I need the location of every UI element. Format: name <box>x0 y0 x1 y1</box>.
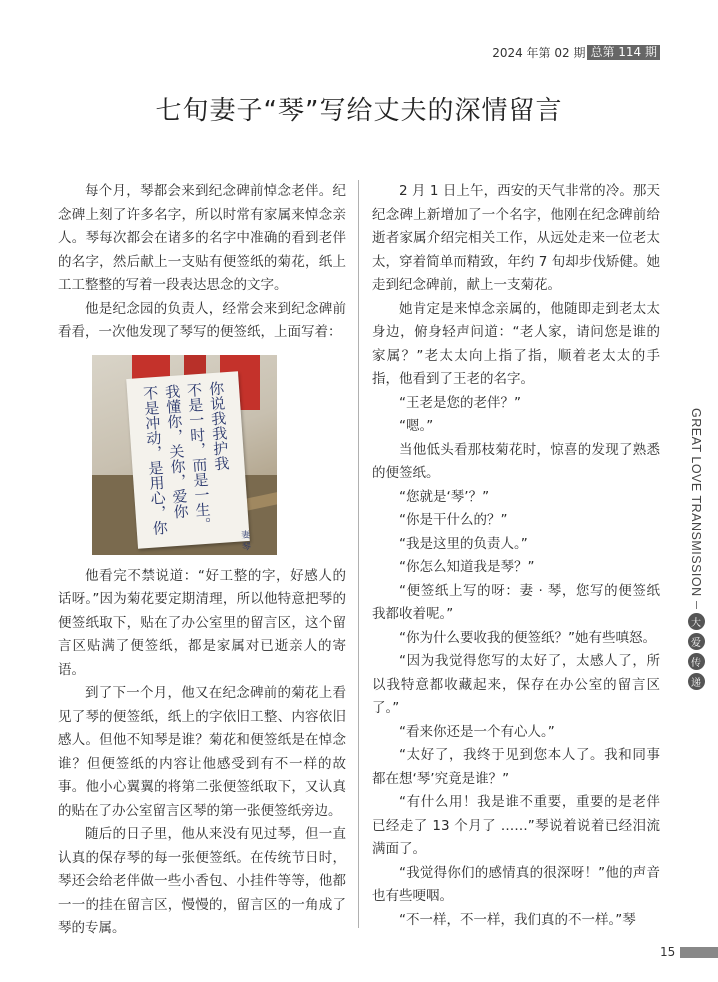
section-chinese-label <box>688 613 705 690</box>
page-number-bar <box>680 947 718 958</box>
paragraph: “看来你还是一个有心人。” <box>399 723 555 740</box>
paragraph: “有什么用！我是谁不重要，重要的是老伴已经走了 13 个月了 ……”琴说着说着已经泪流满面了。 <box>372 794 660 857</box>
sticky-note-photo <box>92 355 277 555</box>
column-divider <box>358 180 359 928</box>
sticky-note <box>126 371 250 548</box>
section-char: 爱 <box>688 633 705 650</box>
note-line: 不是冲动，是用心，你 <box>140 384 170 536</box>
total-issue-badge: 总第 114 期 <box>587 45 660 60</box>
paragraph: 他看完不禁说道：“好工整的字，好感人的话呀。”因为菊花要定期清理，所以他特意把琴的便签纸取下，贴在了办公室里的留言区，这个留言区贴满了便签纸，都是家属对已逝亲人的寄语。 <box>58 567 346 678</box>
paragraph: “我是这里的负责人。” <box>399 535 528 552</box>
paragraph: “您就是‘琴’？” <box>399 488 490 505</box>
paragraph: “不一样，不一样，我们真的不一样。”琴 <box>399 911 636 928</box>
issue-header <box>492 44 660 61</box>
paragraph: 他是纪念园的负责人，经常会来到纪念碑前看看，一次他发现了琴写的便签纸，上面写着： <box>58 300 346 340</box>
paragraph: 她肯定是来悼念亲属的，他随即走到老太太身边，俯身轻声问道：“老人家，请问您是谁的家属？”老太太向上指了指，顺着老太太的手指，他看到了王老的名字。 <box>372 300 660 387</box>
paragraph: “便签纸上写的呀：妻 · 琴，您写的便签纸我都收着呢。” <box>372 582 660 622</box>
paragraph: “你是干什么的？” <box>399 512 508 528</box>
paragraph: “太好了，我终于见到您本人了。我和同事都在想‘琴’究竟是谁？” <box>372 747 660 787</box>
right-column <box>372 180 660 932</box>
note-line: 我懂你，关你，爱你 <box>162 382 191 519</box>
paragraph: “我觉得你们的感情真的很深呀！”他的声音也有些哽咽。 <box>372 864 660 904</box>
section-char: 递 <box>688 673 705 690</box>
article-title: 七旬妻子“琴”写给丈夫的深情留言 <box>155 96 563 126</box>
paragraph: 随后的日子里，他从来没有见过琴，但一直认真的保存琴的每一张便签纸。在传统节日时，琴还会给老伴做一些小香包、小挂件等等，他都一一的挂在留言区，慢慢的，留言区的一角成了琴的专属。 <box>58 826 346 936</box>
paragraph: 当他低头看那枝菊花时，惊喜的发现了熟悉的便签纸。 <box>372 441 660 481</box>
section-char: 传 <box>688 653 705 670</box>
paragraph: “嗯。” <box>399 418 434 434</box>
paragraph: 每个月，琴都会来到纪念碑前悼念老伴。纪念碑上刻了许多名字，所以时常有家属来悼念亲人。琴每次都会在诸多的名字中准确的看到老伴的名字，然后献上一支贴有便签纸的菊花，纸上工工整整的写着一段表达思念的文字。 <box>58 183 346 293</box>
paragraph: “你为什么要收我的便签纸？”她有些嗔怒。 <box>399 629 656 646</box>
section-english-label: GREAT LOVE TRANSMISSION <box>689 408 703 597</box>
paragraph: “你怎么知道我是琴？” <box>399 559 535 575</box>
paragraph: 到了下一个月，他又在纪念碑前的菊花上看见了琴的便签纸，纸上的字依旧工整、内容依旧感人。但他不知琴是谁？菊花和便签纸是在悼念谁？但便签纸的内容让他感受到有不一样的故事。他小心翼翼的将第二张便签纸取下，又认真的贴在了办公室留言区琴的第一张便签纸旁边。 <box>58 685 346 819</box>
note-line: 你说我我护我 <box>206 379 231 471</box>
side-divider <box>696 601 697 609</box>
section-char: 大 <box>688 613 705 630</box>
note-line: 不是一时，而是一生。 <box>184 381 214 533</box>
paragraph: “王老是您的老伴？” <box>399 394 521 411</box>
issue-number: 2024 年第 02 期 <box>492 46 586 60</box>
note-signature: 妻 琴 <box>238 529 250 551</box>
section-side-label <box>683 408 709 690</box>
page-number: 15 <box>660 945 676 959</box>
paragraph: “因为我觉得您写的太好了，太感人了，所以我特意都收藏起来，保存在办公室的留言区了。” <box>372 653 660 716</box>
page-number-area <box>660 945 718 959</box>
paragraph: 2 月 1 日上午，西安的天气非常的冷。那天纪念碑上新增加了一个名字，他刚在纪念碑前给逝者家属介绍完相关工作，从远处走来一位老太太，穿着简单而精致，年约 7 旬却步伐矫健。她走到纪念碑前，献上一支菊花。 <box>372 183 660 293</box>
left-column <box>58 180 346 941</box>
